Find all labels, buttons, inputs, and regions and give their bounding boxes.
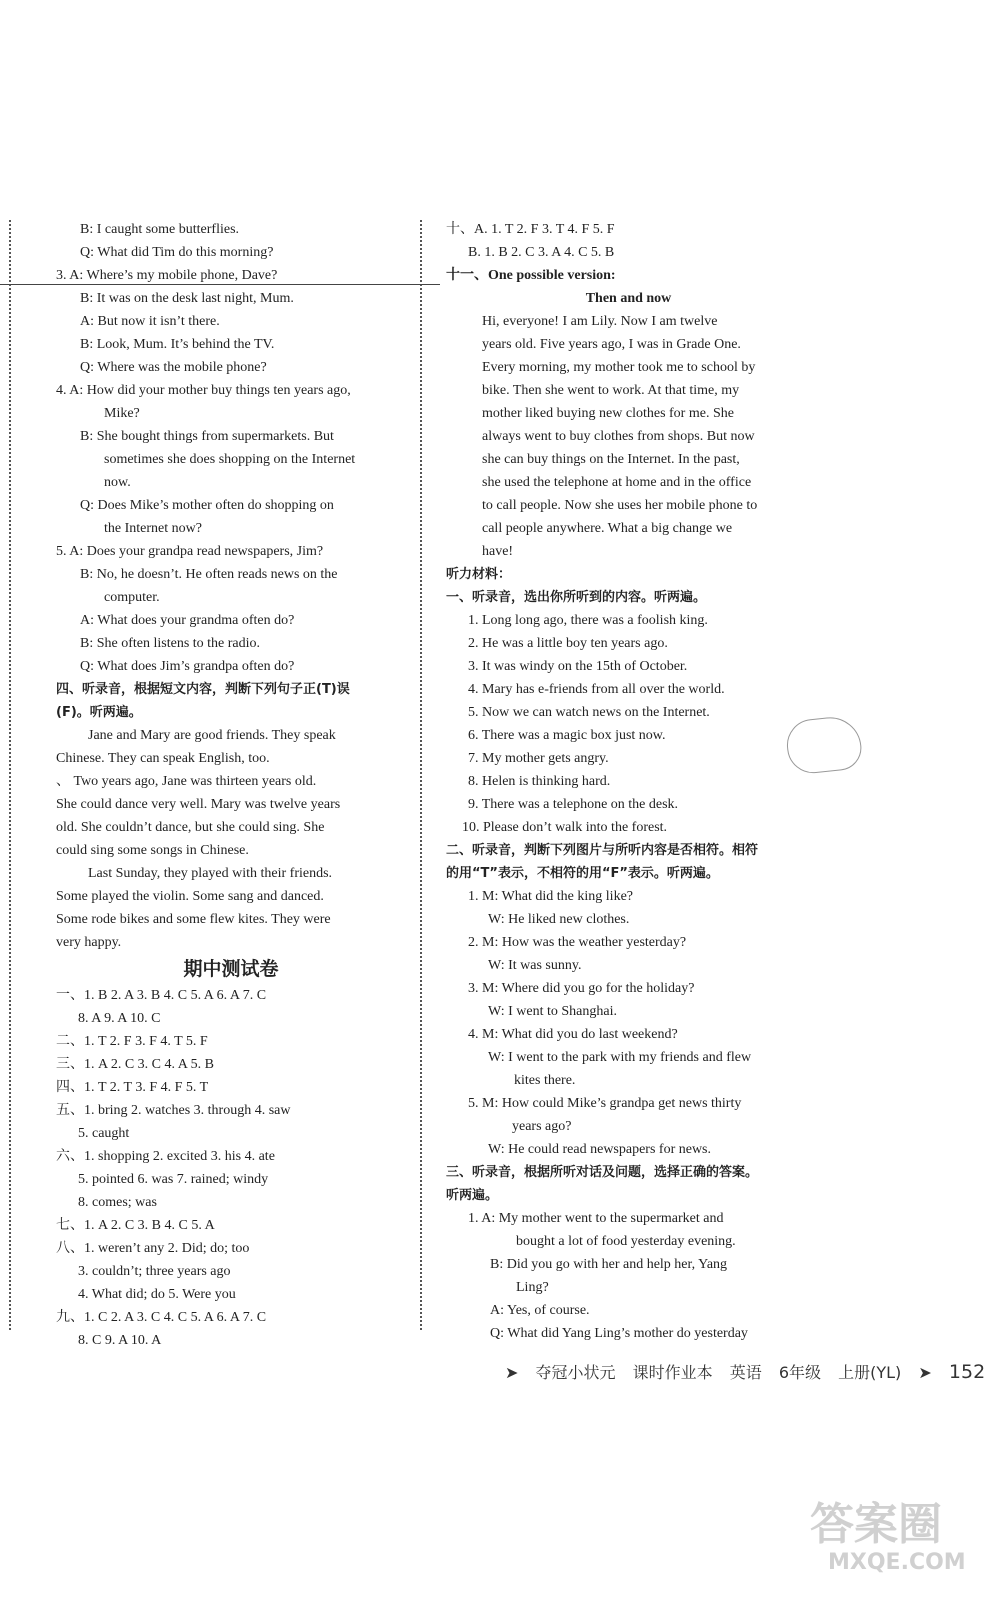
right-text-line: 3. M: Where did you go for the holiday? bbox=[468, 981, 695, 996]
left-text-line: Q: What does Jim’s grandpa often do? bbox=[80, 659, 295, 674]
right-text-line: kites there. bbox=[514, 1073, 576, 1088]
left-text-line: Some played the violin. Some sang and danced. bbox=[56, 889, 324, 904]
footer-arrow-icon: ➤ bbox=[505, 1363, 519, 1382]
left-text-line: B: No, he doesn’t. He often reads news on the bbox=[80, 567, 338, 582]
left-text-line: sometimes she does shopping on the Internet bbox=[104, 452, 356, 467]
left-text-line: B: I caught some butterflies. bbox=[80, 222, 240, 237]
right-text-line: 2. M: How was the weather yesterday? bbox=[468, 935, 687, 950]
left-text-line: Jane and Mary are good friends. They speak bbox=[88, 728, 336, 743]
answer-line: 4. What did; do 5. Were you bbox=[78, 1287, 236, 1302]
answer-line: 六、1. shopping 2. excited 3. his 4. ate bbox=[56, 1149, 275, 1164]
right-text-line: have! bbox=[482, 544, 514, 559]
right-text-line: A: Yes, of course. bbox=[490, 1303, 590, 1318]
right-text-line: 听两遍。 bbox=[446, 1188, 499, 1203]
left-text-line: A: What does your grandma often do? bbox=[80, 613, 295, 628]
answer-line: 七、1. A 2. C 3. B 4. C 5. A bbox=[56, 1218, 215, 1233]
right-text-line: to call people. Now she uses her mobile phone to bbox=[482, 498, 758, 513]
left-text-line: could sing some songs in Chinese. bbox=[56, 843, 249, 858]
left-text-line: Q: Where was the mobile phone? bbox=[80, 360, 267, 375]
answer-line: 8. comes; was bbox=[78, 1195, 157, 1210]
answer-line: 3. couldn’t; three years ago bbox=[78, 1264, 231, 1279]
right-text-line: Q: What did Yang Ling’s mother do yesterday bbox=[490, 1326, 748, 1341]
right-text-line: bought a lot of food yesterday evening. bbox=[516, 1234, 736, 1249]
right-text-line: 9. There was a telephone on the desk. bbox=[468, 797, 679, 812]
page-footer bbox=[505, 1360, 997, 1383]
left-text-line: B: Look, Mum. It’s behind the TV. bbox=[80, 337, 275, 352]
fold-line bbox=[0, 284, 440, 285]
right-text-line: Every morning, my mother took me to school by bbox=[482, 360, 756, 375]
left-text-line: Q: What did Tim do this morning? bbox=[80, 245, 274, 260]
right-text-line: 4. Mary has e-friends from all over the world. bbox=[468, 682, 725, 697]
left-text-line: Last Sunday, they played with their friends. bbox=[88, 866, 333, 881]
answer-line: 一、1. B 2. A 3. B 4. C 5. A 6. A 7. C bbox=[56, 988, 267, 1003]
left-text-line: B: She bought things from supermarkets. But bbox=[80, 429, 334, 444]
right-text-line: 十一、One possible version: bbox=[446, 268, 616, 283]
right-text-line: 1. Long long ago, there was a foolish king. bbox=[468, 613, 708, 628]
watermark-text-url: MXQE.COM bbox=[828, 1550, 966, 1575]
answer-line: 八、1. weren’t any 2. Did; do; too bbox=[56, 1241, 250, 1256]
right-text-line: W: I went to the park with my friends and flew bbox=[488, 1050, 752, 1065]
left-text-line: 3. A: Where’s my mobile phone, Dave? bbox=[56, 268, 278, 283]
left-text-line: 四、听录音，根据短文内容，判断下列句子正(T)误 bbox=[56, 682, 350, 697]
answer-line: 五、1. bring 2. watches 3. through 4. saw bbox=[56, 1103, 291, 1118]
left-text-line: 、 Two years ago, Jane was thirteen years old. bbox=[56, 774, 317, 789]
left-text-line: 4. A: How did your mother buy things ten years ago, bbox=[56, 383, 351, 398]
right-text-line: 5. M: How could Mike’s grandpa get news thirty bbox=[468, 1096, 742, 1111]
left-text-line: the Internet now? bbox=[104, 521, 202, 536]
right-text-line: years old. Five years ago, I was in Grade One. bbox=[482, 337, 741, 352]
right-text-line: 一、听录音，选出你所听到的内容。听两遍。 bbox=[446, 590, 707, 605]
right-text-line: call people anywhere. What a big change we bbox=[482, 521, 733, 536]
page-number: 152 bbox=[948, 1361, 986, 1383]
left-text-line: Some rode bikes and some flew kites. They were bbox=[56, 912, 331, 927]
left-text-line: old. She couldn’t dance, but she could sing. She bbox=[56, 820, 325, 835]
answer-line: 三、1. A 2. C 3. C 4. A 5. B bbox=[56, 1057, 214, 1072]
left-text-line: Chinese. They can speak English, too. bbox=[56, 751, 270, 766]
right-text-line: 二、听录音，判断下列图片与所听内容是否相符。相符 bbox=[446, 843, 759, 858]
right-text-line: 的用“T”表示，不相符的用“F”表示。听两遍。 bbox=[446, 866, 719, 881]
answer-line: 九、1. C 2. A 3. C 4. C 5. A 6. A 7. C bbox=[56, 1310, 267, 1325]
right-text-line: mother liked buying new clothes for me. She bbox=[482, 406, 734, 421]
left-text-line: very happy. bbox=[56, 935, 122, 950]
right-text-line: W: It was sunny. bbox=[488, 958, 582, 973]
left-text-line: (F)。听两遍。 bbox=[56, 705, 142, 720]
right-text-line: B: Did you go with her and help her, Yang bbox=[490, 1257, 728, 1272]
footer-subject: 英语 bbox=[729, 1363, 762, 1382]
left-text-line: B: It was on the desk last night, Mum. bbox=[80, 291, 294, 306]
answer-line: 8. C 9. A 10. A bbox=[78, 1333, 162, 1348]
right-text-line: W: I went to Shanghai. bbox=[488, 1004, 617, 1019]
left-text-line: Q: Does Mike’s mother often do shopping on bbox=[80, 498, 334, 513]
watermark-logo bbox=[810, 1488, 985, 1588]
left-text-line: A: But now it isn’t there. bbox=[80, 314, 220, 329]
right-text-line: W: He liked new clothes. bbox=[488, 912, 630, 927]
right-text-line: 三、听录音，根据所听对话及问题，选择正确的答案。 bbox=[446, 1165, 759, 1180]
footer-grade: 6年级 bbox=[778, 1363, 822, 1382]
right-text-line: 5. Now we can watch news on the Internet. bbox=[468, 705, 710, 720]
right-text-line: bike. Then she went to work. At that time, my bbox=[482, 383, 740, 398]
left-text-line: 5. A: Does your grandpa read newspapers, Jim? bbox=[56, 544, 324, 559]
right-text-line: 8. Helen is thinking hard. bbox=[468, 774, 611, 789]
left-column bbox=[56, 218, 406, 1352]
right-text-line: Hi, everyone! I am Lily. Now I am twelve bbox=[482, 314, 718, 329]
footer-book: 课时作业本 bbox=[632, 1363, 713, 1382]
watermark-text-cn: 答案圈 bbox=[810, 1499, 942, 1550]
left-text-line: Mike? bbox=[104, 406, 140, 421]
left-text-line: She could dance very well. Mary was twelve years bbox=[56, 797, 341, 812]
right-text-line: 3. It was windy on the 15th of October. bbox=[468, 659, 688, 674]
footer-term: 上册(YL) bbox=[838, 1363, 902, 1382]
right-text-line: 2. He was a little boy ten years ago. bbox=[468, 636, 668, 651]
left-text-line: B: She often listens to the radio. bbox=[80, 636, 261, 651]
footer-arrow-icon-2: ➤ bbox=[918, 1363, 932, 1382]
right-text-line: W: He could read newspapers for news. bbox=[488, 1142, 712, 1157]
right-text-line: 10. Please don’t walk into the forest. bbox=[462, 820, 668, 835]
binding-dots-left bbox=[9, 220, 15, 1330]
right-text-line: years ago? bbox=[512, 1119, 572, 1134]
right-text-line: always went to buy clothes from shops. But now bbox=[482, 429, 755, 444]
right-text-line: B. 1. B 2. C 3. A 4. C 5. B bbox=[468, 245, 615, 260]
right-text-line: 7. My mother gets angry. bbox=[468, 751, 609, 766]
right-text-line: 十、A. 1. T 2. F 3. T 4. F 5. F bbox=[446, 222, 615, 237]
answer-line: 8. A 9. A 10. C bbox=[78, 1011, 161, 1026]
right-text-line: she can buy things on the Internet. In the past, bbox=[482, 452, 740, 467]
right-text-line: 6. There was a magic box just now. bbox=[468, 728, 666, 743]
binding-dots-center bbox=[420, 220, 426, 1330]
answer-line: 5. caught bbox=[78, 1126, 130, 1141]
right-text-line: 听力材料： bbox=[446, 567, 512, 582]
right-text-line: 1. A: My mother went to the supermarket and bbox=[468, 1211, 724, 1226]
right-text-line: she used the telephone at home and in the office bbox=[482, 475, 752, 490]
left-text-line: computer. bbox=[104, 590, 160, 605]
right-column bbox=[446, 218, 811, 1345]
right-text-line: Then and now bbox=[585, 291, 672, 306]
answer-line: 二、1. T 2. F 3. F 4. T 5. F bbox=[56, 1034, 208, 1049]
stamp-mark bbox=[784, 714, 863, 775]
section-title: 期中测试卷 bbox=[183, 958, 279, 980]
answer-line: 四、1. T 2. T 3. F 4. F 5. T bbox=[56, 1080, 209, 1095]
right-text-line: 1. M: What did the king like? bbox=[468, 889, 633, 904]
right-text-line: Ling? bbox=[516, 1280, 549, 1295]
right-text-line: 4. M: What did you do last weekend? bbox=[468, 1027, 678, 1042]
left-text-line: now. bbox=[104, 475, 131, 490]
answer-line: 5. pointed 6. was 7. rained; windy bbox=[78, 1172, 269, 1187]
footer-brand: 夺冠小状元 bbox=[535, 1363, 616, 1382]
